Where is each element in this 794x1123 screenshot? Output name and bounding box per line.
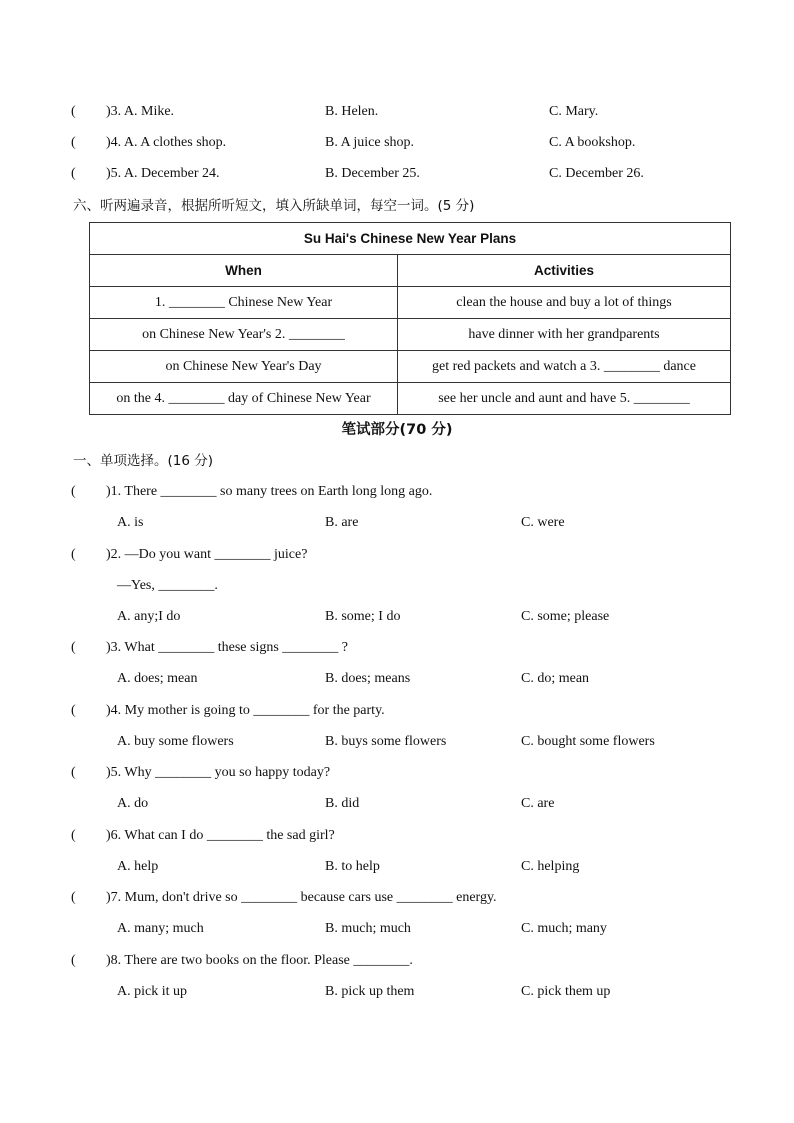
option-c: C. are: [521, 796, 555, 811]
option-c: C. pick them up: [521, 984, 611, 999]
mc-question-5: [0, 763, 794, 783]
option-b: B. does; means: [325, 671, 411, 686]
column-header-when: When: [90, 255, 398, 287]
option-c: C. much; many: [521, 921, 607, 936]
option-c: C. December 26.: [549, 166, 644, 181]
when-cell: on Chinese New Year's Day: [90, 351, 398, 383]
mc-options-6: [0, 857, 794, 877]
option-b: B. pick up them: [325, 984, 415, 999]
when-cell: on Chinese New Year's 2. ________: [90, 319, 398, 351]
option-a: A. buy some flowers: [117, 734, 234, 749]
plans-table: [89, 222, 731, 415]
table-row: [90, 287, 731, 319]
option-c: C. do; mean: [521, 671, 590, 686]
answer-paren: (: [71, 703, 76, 718]
mc-options-5: [0, 794, 794, 814]
question-stem: )7. Mum, don't drive so ________ because cars use ________ energy.: [106, 890, 497, 905]
option-a: A. does; mean: [117, 671, 198, 686]
question-stem: )4. A. A clothes shop.: [106, 135, 227, 150]
mc-options-8: [0, 982, 794, 1002]
option-b: B. did: [325, 796, 360, 811]
mc-question-2: [0, 545, 794, 565]
question-stem: )6. What can I do ________ the sad girl?: [106, 828, 335, 843]
when-cell: on the 4. ________ day of Chinese New Year: [90, 383, 398, 415]
answer-paren: (: [71, 484, 76, 499]
answer-paren: (: [71, 135, 76, 150]
mc-question-3: [0, 638, 794, 658]
listening-item-3: [0, 102, 794, 122]
option-a: A. is: [117, 515, 144, 530]
question-stem: )1. There ________ so many trees on Earth long long ago.: [106, 484, 433, 499]
mc-question-6: [0, 826, 794, 846]
when-cell: 1. ________ Chinese New Year: [90, 287, 398, 319]
activity-cell: get red packets and watch a 3. ________ dance: [398, 351, 731, 383]
question-stem: )3. A. Mike.: [106, 104, 175, 119]
question-stem: )5. Why ________ you so happy today?: [106, 765, 331, 780]
option-a: A. help: [117, 859, 159, 874]
mc-reply-2: [0, 576, 794, 596]
mc-options-1: [0, 513, 794, 533]
dialogue-reply: —Yes, ________.: [117, 578, 218, 593]
mc-question-1: [0, 482, 794, 502]
section-1-heading: 一、单项选择。(16 分): [73, 453, 214, 469]
question-stem: )4. My mother is going to ________ for the party.: [106, 703, 385, 718]
option-c: C. A bookshop.: [549, 135, 636, 150]
mc-options-3: [0, 669, 794, 689]
activity-cell: see her uncle and aunt and have 5. ________: [398, 383, 731, 415]
option-c: C. Mary.: [549, 104, 599, 119]
answer-paren: (: [71, 640, 76, 655]
option-b: B. are: [325, 515, 359, 530]
question-stem: )5. A. December 24.: [106, 166, 220, 181]
option-a: A. pick it up: [117, 984, 187, 999]
listening-item-4: [0, 133, 794, 153]
option-b: B. much; much: [325, 921, 411, 936]
mc-question-8: [0, 951, 794, 971]
option-c: C. were: [521, 515, 565, 530]
option-b: B. A juice shop.: [325, 135, 415, 150]
answer-paren: (: [71, 828, 76, 843]
option-c: C. helping: [521, 859, 580, 874]
activity-cell: have dinner with her grandparents: [398, 319, 731, 351]
option-b: B. to help: [325, 859, 380, 874]
question-stem: )8. There are two books on the floor. Please ________.: [106, 953, 413, 968]
column-header-activities: Activities: [398, 255, 731, 287]
option-b: B. December 25.: [325, 166, 420, 181]
question-stem: )3. What ________ these signs ________ ?: [106, 640, 348, 655]
table-title: Su Hai's Chinese New Year Plans: [90, 223, 731, 255]
option-b: B. buys some flowers: [325, 734, 447, 749]
option-b: B. some; I do: [325, 609, 401, 624]
mc-question-4: [0, 701, 794, 721]
activity-cell: clean the house and buy a lot of things: [398, 287, 731, 319]
question-stem: )2. —Do you want ________ juice?: [106, 547, 308, 562]
answer-paren: (: [71, 953, 76, 968]
option-c: C. bought some flowers: [521, 734, 655, 749]
mc-question-7: [0, 888, 794, 908]
listening-item-5: [0, 164, 794, 184]
option-c: C. some; please: [521, 609, 610, 624]
mc-options-7: [0, 919, 794, 939]
mc-options-4: [0, 732, 794, 752]
option-a: A. many; much: [117, 921, 204, 936]
written-part-title: 笔试部分(70 分): [341, 422, 453, 438]
mc-options-2: [0, 607, 794, 627]
option-a: A. any;I do: [117, 609, 181, 624]
table-row: [90, 351, 731, 383]
section-6-heading: 六、听两遍录音，根据所听短文，填入所缺单词，每空一词。(5 分): [73, 198, 475, 214]
table-row: [90, 383, 731, 415]
table-row: [90, 319, 731, 351]
answer-paren: (: [71, 104, 76, 119]
answer-paren: (: [71, 547, 76, 562]
answer-paren: (: [71, 890, 76, 905]
option-a: A. do: [117, 796, 149, 811]
answer-paren: (: [71, 166, 76, 181]
option-b: B. Helen.: [325, 104, 379, 119]
answer-paren: (: [71, 765, 76, 780]
